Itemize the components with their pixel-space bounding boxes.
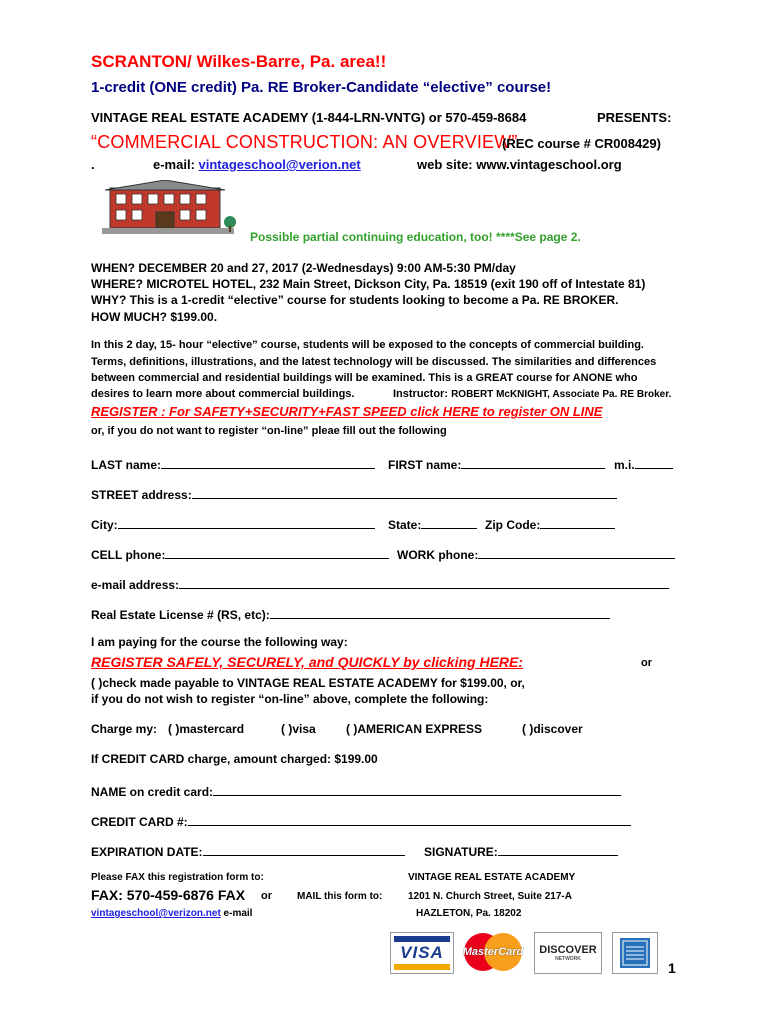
signature-input[interactable] — [498, 842, 618, 856]
first-name-field[interactable] — [388, 455, 605, 472]
cell-phone-field[interactable] — [91, 545, 389, 562]
mi-field[interactable] — [614, 455, 673, 472]
no-online-note: if you do not wish to register “on-line” above, complete the following: — [91, 692, 489, 706]
email-link[interactable]: vintageschool@verion.net — [198, 157, 361, 172]
address-city: HAZLETON, Pa. 18202 — [416, 908, 522, 919]
email-address-input[interactable] — [179, 575, 669, 589]
discover-logo — [534, 932, 602, 974]
footer-email — [91, 908, 252, 919]
city-label: City: — [91, 518, 118, 532]
last-name-input[interactable] — [161, 455, 375, 469]
work-phone-label: WORK phone: — [397, 548, 479, 562]
signature-label: SIGNATURE: — [424, 845, 498, 859]
last-name-field[interactable] — [91, 455, 375, 472]
license-field[interactable] — [91, 605, 610, 622]
footer-email-suffix: e-mail — [220, 908, 253, 919]
visa-logo-text: VISA — [400, 943, 444, 962]
fax-note: Please FAX this registration form to: — [91, 872, 264, 883]
work-phone-field[interactable] — [397, 545, 675, 562]
signature-field[interactable] — [424, 842, 618, 859]
card-number-label: CREDIT CARD #: — [91, 815, 188, 829]
course-title: “COMMERCIAL CONSTRUCTION: AN OVERVIEW” — [91, 132, 518, 152]
or-label: or — [641, 657, 652, 669]
zip-input[interactable] — [540, 515, 615, 529]
amount-line: If CREDIT CARD charge, amount charged: $199.00 — [91, 752, 378, 766]
description-line-4: desires to learn more about commercial buildings. — [91, 388, 355, 400]
first-name-label: FIRST name: — [388, 458, 462, 472]
website-line: web site: www.vintageschool.org — [417, 157, 622, 172]
continuing-education-note: Possible partial continuing education, too! ****See page 2. — [250, 230, 581, 244]
register-online-link[interactable]: REGISTER : For SAFETY+SECURITY+FAST SPEED click HERE to register ON LINE — [91, 404, 603, 419]
fax-or: or — [261, 890, 272, 902]
name-on-card-input[interactable] — [213, 782, 621, 796]
discover-logo-text: DISCOVER — [539, 944, 597, 956]
where-line: WHERE? MICROTEL HOTEL, 232 Main Street, Dickson City, Pa. 18519 (exit 190 off of Intestate 81) — [91, 277, 646, 291]
city-input[interactable] — [118, 515, 375, 529]
mastercard-option[interactable]: ( )mastercard — [168, 722, 245, 736]
check-option[interactable] — [91, 676, 525, 690]
card-number-field[interactable] — [91, 812, 631, 829]
amex-icon — [620, 938, 650, 968]
mail-note: MAIL this form to: — [297, 891, 383, 902]
expiration-field[interactable] — [91, 842, 405, 859]
page-title: SCRANTON/ Wilkes-Barre, Pa. area!! — [91, 52, 387, 71]
cell-phone-input[interactable] — [165, 545, 389, 559]
street-input[interactable] — [192, 485, 617, 499]
instructor-line — [393, 388, 671, 400]
check-checkbox[interactable]: ( ) — [91, 676, 103, 690]
presenter-line: VINTAGE REAL ESTATE ACADEMY (1-844-LRN-VNTG) or 570-459-8684 — [91, 110, 527, 125]
presents-label: PRESENTS: — [597, 110, 672, 125]
fax-number: FAX: 570-459-6876 FAX — [91, 887, 246, 903]
email-address-field[interactable] — [91, 575, 669, 592]
fill-form-note: or, if you do not want to register “on-line” pleae fill out the following — [91, 425, 447, 437]
email-line — [153, 157, 361, 172]
discover-option[interactable]: ( )discover — [522, 722, 583, 736]
when-line: WHEN? DECEMBER 20 and 27, 2017 (2-Wednesdays) 9:00 AM-5:30 PM/day — [91, 261, 516, 275]
license-input[interactable] — [270, 605, 610, 619]
payment-intro: I am paying for the course the following way: — [91, 635, 348, 649]
discover-logo-subtext: NETWORK — [555, 956, 581, 962]
expiration-label: EXPIRATION DATE: — [91, 845, 203, 859]
amex-logo — [612, 932, 658, 974]
amex-option[interactable]: ( )AMERICAN EXPRESS — [346, 722, 483, 736]
description-line-2: Terms, definitions, illustrations, and the latest technology will be discussed. The similarities and differences — [91, 356, 657, 368]
state-label: State: — [388, 518, 422, 532]
expiration-input[interactable] — [203, 842, 405, 856]
instructor-name: ROBERT McKNIGHT, Associate Pa. RE Broker. — [451, 389, 672, 400]
email-label: e-mail: — [153, 157, 199, 172]
instructor-label: Instructor: — [393, 388, 452, 400]
page-number: 1 — [668, 960, 676, 976]
page-subtitle: 1-credit (ONE credit) Pa. RE Broker-Candidate “elective” course! — [91, 79, 552, 96]
state-field[interactable] — [388, 515, 477, 532]
city-field[interactable] — [91, 515, 375, 532]
first-name-input[interactable] — [461, 455, 605, 469]
visa-logo — [390, 932, 454, 974]
check-text: check made payable to VINTAGE REAL ESTATE ACADEMY for $199.00, or, — [102, 676, 525, 690]
zip-label: Zip Code: — [485, 518, 541, 532]
bullet-dot: . — [91, 157, 95, 172]
zip-field[interactable] — [485, 515, 615, 532]
email-address-label: e-mail address: — [91, 578, 180, 592]
mi-input[interactable] — [635, 455, 673, 469]
description-line-3: between commercial and residential buildings will be examined. This is a GREAT course for ANONE who — [91, 372, 638, 384]
license-label: Real Estate License # (RS, etc): — [91, 608, 270, 622]
how-much-line: HOW MUCH? $199.00. — [91, 310, 218, 324]
building-illustration — [102, 180, 242, 240]
address-street: 1201 N. Church Street, Suite 217-A — [408, 891, 572, 902]
mi-label: m.i. — [614, 458, 635, 472]
mastercard-logo-text: MasterCard — [462, 946, 524, 958]
course-number: (REC course # CR008429) — [502, 136, 661, 151]
cell-phone-label: CELL phone: — [91, 548, 166, 562]
visa-option[interactable]: ( )visa — [281, 722, 316, 736]
state-input[interactable] — [421, 515, 477, 529]
work-phone-input[interactable] — [478, 545, 675, 559]
register-here-link[interactable]: REGISTER SAFELY, SECURELY, and QUICKLY by clicking HERE: — [91, 654, 524, 670]
why-line: WHY? This is a 1-credit “elective” course for students looking to become a Pa. RE BROKER. — [91, 293, 619, 307]
footer-email-link[interactable]: vintageschool@verizon.net — [91, 908, 221, 919]
street-label: STREET address: — [91, 488, 192, 502]
name-on-card-label: NAME on credit card: — [91, 785, 214, 799]
name-on-card-field[interactable] — [91, 782, 621, 799]
description-line-1: In this 2 day, 15- hour “elective” course, students will be exposed to the concepts of commercial building. — [91, 339, 644, 351]
card-number-input[interactable] — [188, 812, 631, 826]
charge-label: Charge my: — [91, 722, 158, 736]
address-name: VINTAGE REAL ESTATE ACADEMY — [408, 872, 576, 883]
last-name-label: LAST name: — [91, 458, 162, 472]
street-field[interactable] — [91, 485, 617, 502]
mastercard-logo — [457, 932, 529, 972]
